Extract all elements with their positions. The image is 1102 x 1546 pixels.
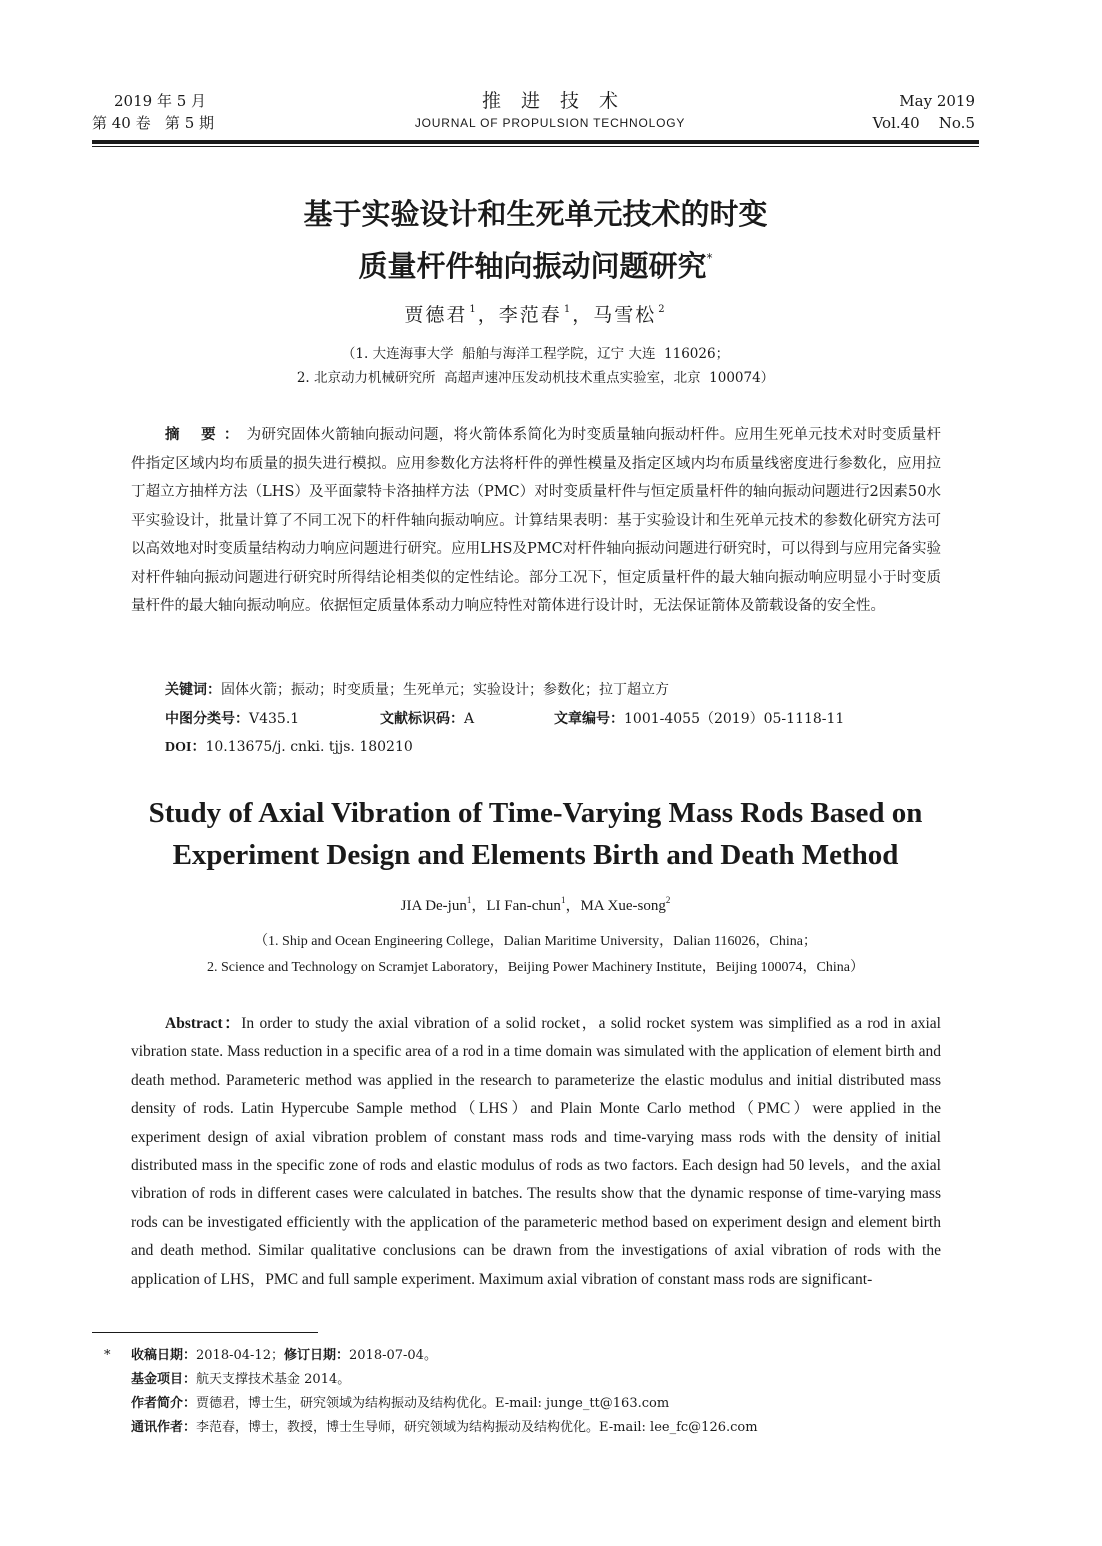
abstract-en [131,1010,941,1294]
header-left [92,90,292,134]
keywords-label: 关键词： [165,682,221,698]
title-footnote-mark: * [706,251,713,265]
doi-label: DOI： [165,740,206,755]
title-cn-line1: 基于实验设计和生死单元技术的时变 [303,197,768,231]
abstract-label-en: Abstract： [165,1015,242,1032]
affiliations-cn [92,342,979,390]
affiliation-line: 2. Science and Technology on Scramjet Laboratory，Beijing Power Machinery Institute，Beijing 100074，China） [206,960,864,975]
classification-row [165,705,945,734]
header-right [820,90,975,134]
header-center [340,88,760,132]
bio-label: 作者简介： [131,1396,197,1411]
author-affiliation-mark: 2 [658,304,667,315]
fund-value: 航天支撑技术基金 2014。 [196,1372,351,1387]
doi-value: 10.13675/j. cnki. tjjs. 180210 [205,739,413,755]
fund-label: 基金项目： [131,1372,197,1387]
author-separator: ， [471,898,487,914]
paper-title-cn [92,192,979,288]
author-affiliation-mark: 1 [560,895,566,905]
footnote-dates [104,1344,944,1368]
title-en-line2: Experiment Design and Elements Birth and Death Method [172,839,899,871]
author-affiliation-mark: 2 [665,895,671,905]
article-no-label: 文章编号： [554,710,624,727]
affiliation-line: 2. 北京动力机械研究所 高超声速冲压发动机技术重点实验室，北京 100074） [296,370,775,386]
revised-label: 修订日期： [283,1348,349,1363]
footnote-rule [92,1332,318,1333]
journal-name-en: JOURNAL OF PROPULSION TECHNOLOGY [414,116,686,130]
corresponding-label: 通讯作者： [131,1420,197,1435]
received-label: 收稿日期： [131,1348,197,1363]
author-name: 李范春 [498,304,562,326]
bio-value: 贾德君，博士生，研究领域为结构振动及结构优化。E-mail: junge_tt@163.com [196,1396,670,1411]
footnote-author-bio [104,1392,944,1416]
clc-label: 中图分类号： [165,710,249,727]
abstract-text-cn: 为研究固体火箭轴向振动问题，将火箭体系简化为时变质量轴向振动杆件。应用生死单元技术对时变质量杆件指定区域内均布质量的损失进行模拟。应用参数化方法将杆件的弹性模量及指定区域内均布质量线密度进行参数化，应用拉丁超立方抽样方法（LHS）及平面蒙特卡洛抽样方法（PMC）对时变质量杆件与恒定质量杆件的轴向振动问题进行2因素50水平实验设计，批量计算了不同工况下的杆件轴向振动响应。计算结果表明：基于实验设计和生死单元技术的参数化研究方法可以高效地对时变质量结构动力响应问题进行研究。应用LHS及PMC对杆件轴向振动问题进行研究时，可以得到与应用完备实验对杆件轴向振动问题进行研究时所得结论相类似的定性结论。部分工况下，恒定质量杆件的最大轴向振动响应明显小于时变质量杆件的最大轴向振动响应。依据恒定质量体系动力响应特性对箭体进行设计时，无法保证箭体及箭载设备的安全性。 [131,427,941,614]
abstract-label-cn: 摘 要： [165,427,247,443]
footnote-fund [104,1368,944,1392]
doc-code-label: 文献标识码： [380,710,464,727]
clc-value: V435.1 [249,710,300,727]
author-name: LI Fan-chun [486,898,561,914]
volume-issue-en: Vol.40 No.5 [872,114,975,132]
paper-title-en [92,792,979,876]
abstract-cn [131,421,941,621]
keywords-value: 固体火箭；振动；时变质量；生死单元；实验设计；参数化；拉丁超立方 [221,682,669,698]
header-rule-thick [92,140,979,144]
footnotes [104,1344,944,1440]
author-name: JIA De-jun [400,898,467,914]
author-separator: ， [477,304,499,326]
affiliation-line: （1. Ship and Ocean Engineering College，Dalian Maritime University，Dalian 116026，China； [254,934,817,949]
author-separator: ， [572,304,594,326]
authors-cn [92,296,979,329]
affiliation-line: （1. 大连海事大学 船舶与海洋工程学院，辽宁 大连 116026； [341,346,730,362]
title-cn-line2: 质量杆件轴向振动问题研究 [358,249,707,283]
author-name: 马雪松 [593,304,657,326]
footnote-corresponding [104,1416,944,1440]
doc-code-value: A [464,710,475,727]
author-affiliation-mark: 1 [563,304,573,315]
author-name: 贾德君 [404,304,468,326]
corresponding-value: 李范春，博士，教授，博士生导师，研究领域为结构振动及结构优化。E-mail: lee_fc@126.com [196,1420,758,1435]
doi-row [165,733,945,763]
issue-date-en: May 2019 [899,92,975,110]
footnote-star: * [104,1348,111,1363]
affiliations-en [92,929,979,981]
received-date: 2018-04-12； [196,1348,284,1363]
header-rule-thin [92,146,979,147]
title-en-line1: Study of Axial Vibration of Time-Varying Mass Rods Based on [148,797,923,829]
abstract-text-en: In order to study the axial vibration of a solid rocket，a solid rocket system was simplified as a rod in axial vibration state. Mass reduction in a specific area of a rod in a time domain was simulated with the application of element birth and death method. Parameteric method was applied in the research to parameterize the elastic modulus and initial distributed mass density of rods. Latin Hypercube Sample method（LHS）and Plain Monte Carlo method（PMC）were applied in the experiment design of axial vibration problem of constant mass rods and time-varying mass rods with the density of initial distributed mass in the specific zone of rods and elastic modulus of rods as two factors. Each design had 50 levels，and the axial vibration of rods in different cases were calculated in batches. The results show that the dynamic response of time-varying mass rods can be investigated efficiently with the application of the parameteric method based on experiment design and element birth and death method. Similar qualitative conclusions can be drawn from the investigations of axial vibration of rods with the application of LHS，PMC and full sample experiment. Maximum axial vibration of constant mass rods are significant- [131,1015,941,1288]
author-name: MA Xue-song [580,898,666,914]
article-no-value: 1001-4055（2019）05-1118-11 [624,710,845,727]
journal-name-cn: 推进技术 [481,90,638,112]
author-affiliation-mark: 1 [466,895,472,905]
author-separator: ， [565,898,581,914]
authors-en [92,888,979,918]
volume-issue-cn: 第 40 卷 第 5 期 [92,114,215,132]
article-metadata-cn [165,676,945,763]
keywords-row [165,676,945,705]
author-affiliation-mark: 1 [469,304,478,315]
issue-date-cn: 2019 年 5 月 [114,92,207,110]
revised-date: 2018-07-04。 [349,1348,437,1363]
